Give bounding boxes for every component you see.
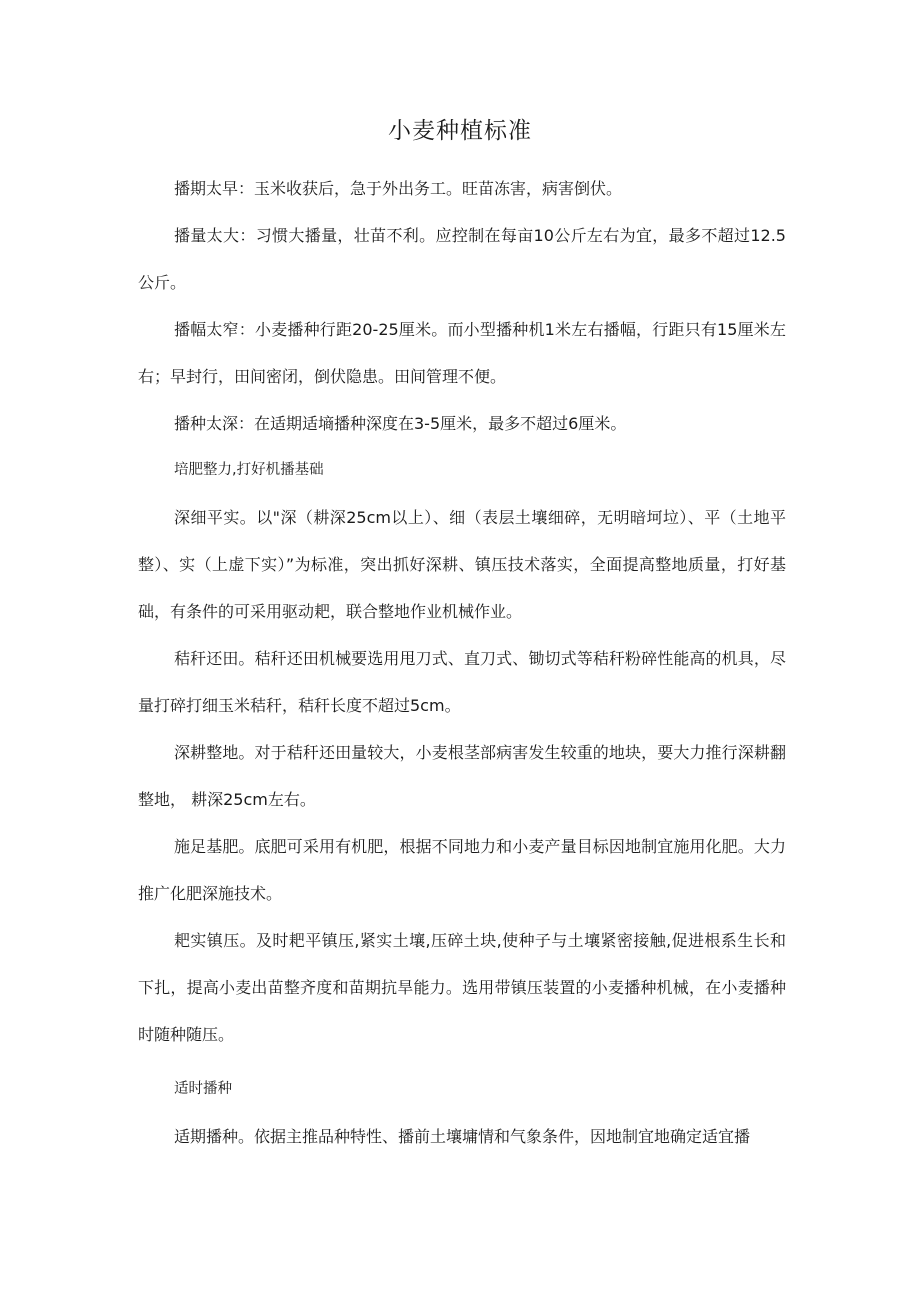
document-body [138,165,786,1160]
paragraph-base-fertilizer: 施足基肥。底肥可采用有机肥，根据不同地力和小麦产量目标因地制宜施用化肥。大力推广化肥深施技术。 [138,837,786,903]
section-heading-soil-preparation: 培肥整力,打好机播基础 [174,462,324,478]
paragraph-straw-return: 秸秆还田。秸秆还田机械要选用甩刀式、直刀式、锄切式等秸秆粉碎性能高的机具，尽量打碎打细玉米秸秆，秸秆长度不超过5cm。 [138,649,786,715]
paragraph-timely-sowing: 适期播种。依据主推品种特性、播前土壤墉情和气象条件，因地制宜地确定适宜播 [174,1127,751,1146]
paragraph-sowing-too-early: 播期太早：玉米收获后，急于外出务工。旺苗冻害，病害倒伏。 [174,179,623,198]
section-heading-timely-sowing: 适时播种 [174,1081,232,1097]
paragraph-seeding-rate-too-high: 播量太大：习惯大播量，壮苗不利。应控制在每亩10公斤左右为宜，最多不超过12.5公斤。 [138,226,786,292]
paragraph-deep-fine-flat-firm: 深细平实。以"深（耕深25cm以上）、细（表层土壤细碎，无明暗坷垃）、平（土地平整）、实（上虚下实）”为标准，突出抓好深耕、镇压技术落实，全面提高整地质量，打好基础，有条件的可采用驱动耙，联合整地作业机械作业。 [138,508,786,621]
paragraph-deep-tillage: 深耕整地。对于秸秆还田量较大，小麦根茎部病害发生较重的地块，要大力推行深耕翻整地， 耕深25cm左右。 [138,743,786,809]
paragraph-row-width-too-narrow: 播幅太窄：小麦播种行距20-25厘米。而小型播种机1米左右播幅，行距只有15厘米左右；早封行，田间密闭，倒伏隐患。田间管理不便。 [138,320,786,386]
paragraph-harrow-compaction: 耙实镇压。及时耙平镇压,紧实土壤,压碎土块,使种子与土壤紧密接触,促进根系生长和下扎，提高小麦出苗整齐度和苗期抗旱能力。选用带镇压装置的小麦播种机械，在小麦播种时随种随压。 [138,931,786,1044]
document-title: 小麦种植标准 [388,118,532,144]
paragraph-sowing-too-deep: 播种太深：在适期适墒播种深度在3-5厘米，最多不超过6厘米。 [174,414,627,433]
